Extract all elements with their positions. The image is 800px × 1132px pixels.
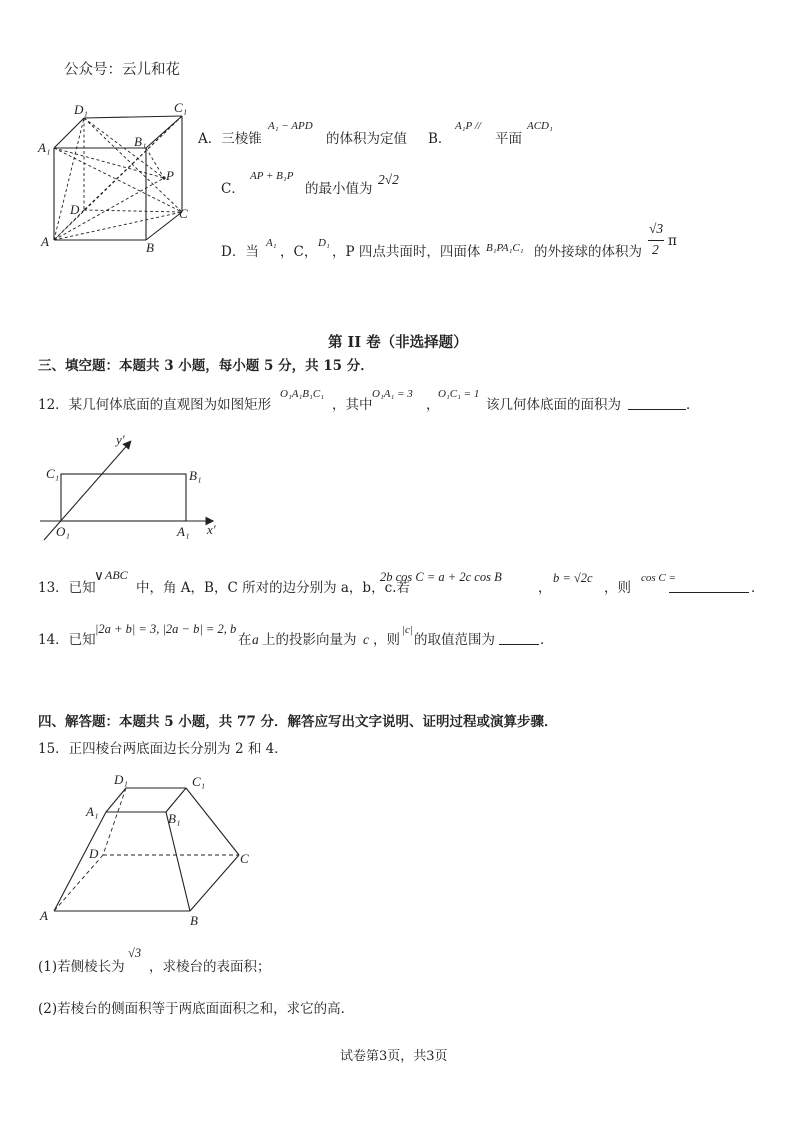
section-4-title: 四、解答题：本题共 5 小题，共 77 分．解答应写出文字说明、证明过程或演算步骤． bbox=[38, 714, 558, 730]
q14-c: c bbox=[363, 632, 369, 647]
q11-fraction-bar bbox=[648, 240, 664, 241]
fig15-label-c1: C₁ bbox=[192, 774, 206, 789]
q11-option-d-text3: 的外接球的体积为 bbox=[534, 244, 642, 260]
q13-text1: 13．已知 bbox=[38, 580, 96, 596]
q15-part2: (2)若棱台的侧面积等于两底面面积之和，求它的高． bbox=[38, 1001, 355, 1017]
q13-end: ． bbox=[751, 580, 765, 596]
fig15-label-b: B bbox=[190, 913, 198, 928]
fig15-label-b1: B₁ bbox=[168, 811, 181, 826]
q11-option-c-prefix: C． bbox=[221, 181, 245, 197]
q11-option-d-pi: π bbox=[668, 233, 677, 249]
q13-expr2: b = √2c bbox=[553, 571, 593, 585]
q12-text1: 12．某几何体底面的直观图为如图矩形 bbox=[38, 397, 272, 413]
cube-label-b1: B₁ bbox=[134, 134, 147, 149]
q11-option-a-suffix: 的体积为定值 bbox=[326, 131, 407, 147]
q11-option-d-a1: A₁ bbox=[266, 237, 277, 249]
q11-option-a-expr: A₁ − APD bbox=[268, 120, 313, 132]
cube-label-d: D bbox=[70, 202, 80, 217]
q12-text3: ， bbox=[426, 397, 440, 413]
q14-text1: 14．已知 bbox=[38, 632, 96, 648]
q11-option-d-text1: D．当 bbox=[221, 244, 259, 260]
q12-text2: ，其中 bbox=[332, 397, 373, 413]
fig12-label-b1: B₁ bbox=[189, 468, 202, 483]
q11-option-d-d1: D₁ bbox=[318, 237, 330, 249]
q11-option-b-prefix: B． bbox=[428, 131, 452, 147]
q13-text3: ，则 bbox=[604, 580, 631, 596]
fig12-label-y: y′ bbox=[116, 432, 125, 447]
q14-abs-c: |c| bbox=[402, 624, 413, 636]
fig12-label-x: x′ bbox=[207, 522, 216, 537]
q11-option-b-expr2: ACD₁ bbox=[527, 120, 553, 132]
q15-part1-suffix: ，求棱台的表面积； bbox=[149, 959, 271, 975]
q14-text2: 在 bbox=[238, 632, 252, 648]
q12-expr1: O₁A₁B₁C₁ bbox=[280, 388, 325, 400]
q14-answer-blank[interactable] bbox=[499, 632, 539, 645]
q11-option-d-numerator: √3 bbox=[649, 221, 664, 236]
fig15-label-c: C bbox=[240, 851, 249, 866]
q14-expr1: |2a + b| = 3, |2a − b| = 2, b bbox=[95, 622, 237, 636]
cube-label-p: P bbox=[166, 168, 174, 183]
page-footer: 试卷第3页，共3页 bbox=[340, 1049, 448, 1064]
q12-answer-blank[interactable] bbox=[628, 397, 686, 410]
q13-answer-blank[interactable] bbox=[669, 580, 749, 593]
fig15-label-d: D bbox=[89, 846, 99, 861]
q11-option-d-denominator: 2 bbox=[652, 242, 659, 257]
cube-label-d1: D₁ bbox=[74, 102, 88, 117]
q11-option-c-expr: AP + B₁P bbox=[250, 170, 294, 182]
fig15-label-d1: D₁ bbox=[114, 772, 128, 787]
cube-figure bbox=[36, 100, 196, 260]
cube-label-c1: C₁ bbox=[174, 100, 188, 115]
section-3-title: 三、填空题：本题共 3 小题，每小题 5 分，共 15 分． bbox=[38, 358, 374, 374]
q11-option-d-text2: ，P 四点共面时，四面体 bbox=[332, 244, 481, 260]
fig15-label-a1: A₁ bbox=[86, 804, 99, 819]
rectangle-figure bbox=[32, 430, 232, 548]
q12-expr2: O₁A₁ = 3 bbox=[372, 388, 413, 400]
cube-label-c: C bbox=[179, 206, 188, 221]
q13-abc: ABC bbox=[105, 568, 128, 582]
q14-end: ． bbox=[540, 632, 554, 648]
q15-part1-prefix: (1)若侧棱长为 bbox=[38, 959, 125, 975]
fig15-label-a: A bbox=[40, 908, 48, 923]
q13-comma1: ， bbox=[538, 580, 552, 596]
q11-option-d-c: ，C， bbox=[280, 244, 318, 260]
q14-text5: 的取值范围为 bbox=[414, 632, 495, 648]
q11-option-c-value: 2√2 bbox=[378, 172, 399, 187]
q13-text2: 中，角 A，B，C 所对的边分别为 a，b，c.若 bbox=[136, 580, 410, 596]
fig12-label-o1: O₁ bbox=[56, 524, 70, 539]
q13-expr1: 2b cos C = a + 2c cos B bbox=[380, 570, 502, 584]
cube-label-a1: A₁ bbox=[38, 140, 51, 155]
fig12-label-a1: A₁ bbox=[177, 524, 190, 539]
fig12-label-c1: C₁ bbox=[46, 466, 60, 481]
q11-option-b-expr1: A₁P // bbox=[455, 120, 481, 132]
q13-expr3: cos C = bbox=[641, 572, 676, 584]
q14-text3: 上的投影向量为 bbox=[262, 632, 357, 648]
q13-triangle-symbol: ∨ bbox=[94, 568, 104, 584]
q14-a: a bbox=[252, 632, 259, 647]
q11-option-c-mid: 的最小值为 bbox=[305, 181, 373, 197]
q12-text4: 该几何体底面的面积为 bbox=[486, 397, 621, 413]
q15-stem: 15．正四棱台两底面边长分别为 2 和 4． bbox=[38, 741, 288, 757]
cube-label-b: B bbox=[146, 240, 154, 255]
frustum-figure bbox=[34, 768, 264, 928]
q15-part1-value: √3 bbox=[128, 946, 142, 960]
cube-label-a: A bbox=[41, 234, 49, 249]
q11-option-a-prefix: A．三棱锥 bbox=[198, 131, 262, 147]
section-2-title: 第 II 卷（非选择题） bbox=[328, 334, 468, 351]
source-header: 公众号：云儿和花 bbox=[64, 62, 180, 78]
q14-text4: ，则 bbox=[373, 632, 400, 648]
q11-option-b-mid: 平面 bbox=[495, 131, 522, 147]
q11-option-d-tetra: B₁PA₁C₁ bbox=[486, 242, 524, 254]
q12-end: ． bbox=[686, 397, 700, 413]
q12-expr3: O₁C₁ = 1 bbox=[438, 388, 480, 400]
